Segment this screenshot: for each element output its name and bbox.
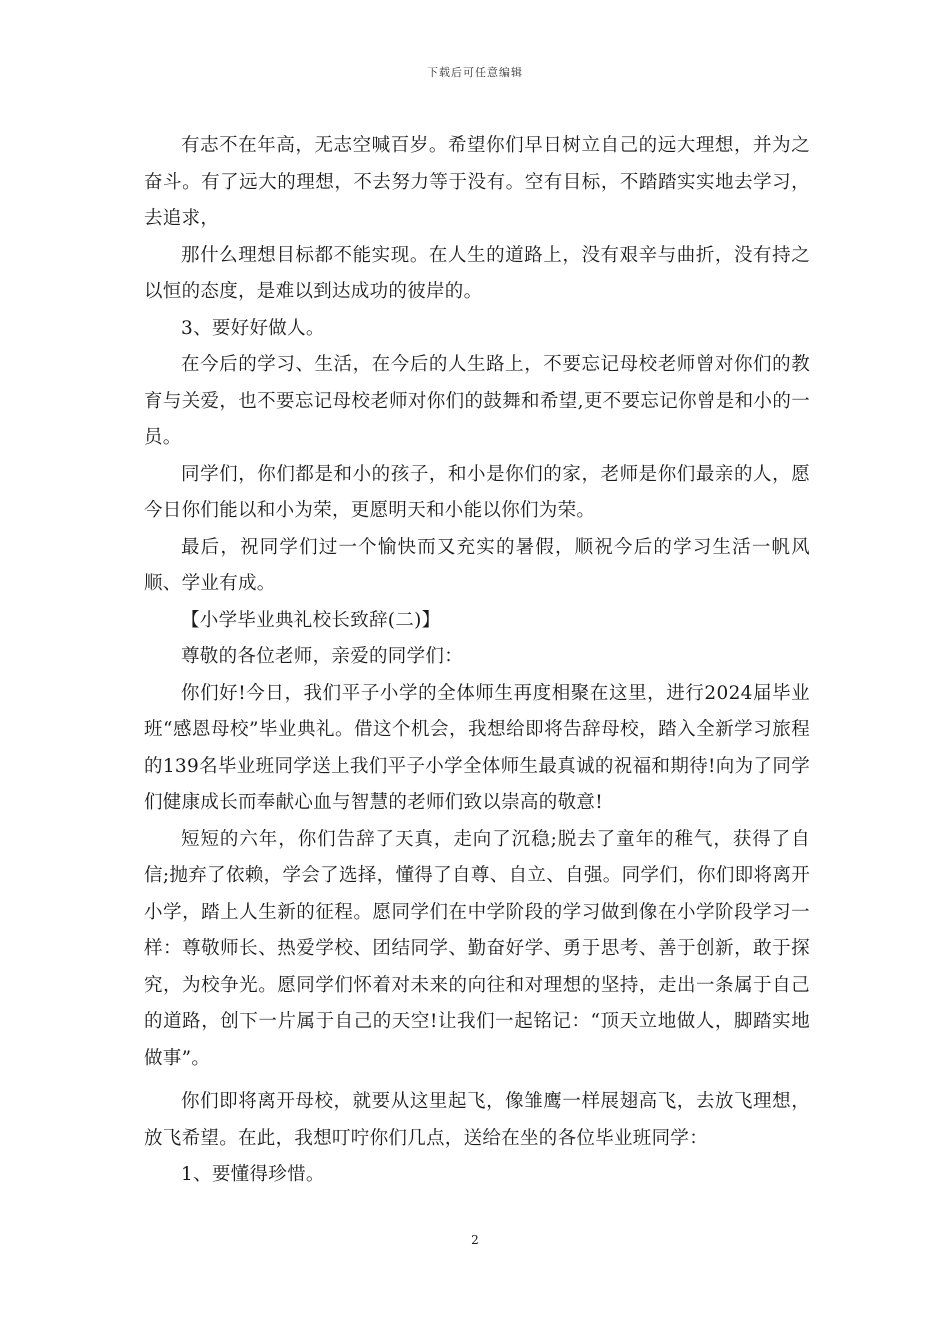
document-body xyxy=(144,128,810,1194)
paragraph: 那什么理想目标都不能实现。在人生的道路上，没有艰辛与曲折，没有持之以恒的态度，是难以到达成功的彼岸的。 xyxy=(144,244,810,302)
paragraph: 有志不在年高，无志空喊百岁。希望你们早日树立自己的远大理想，并为之奋斗。有了远大的理想，不去努力等于没有。空有目标，不踏踏实实地去学习，去追求， xyxy=(144,135,810,229)
paragraph: 同学们，你们都是和小的孩子，和小是你们的家，老师是你们最亲的人，愿今日你们能以和小为荣，更愿明天和小能以你们为荣。 xyxy=(144,463,810,521)
salutation: 尊敬的各位老师，亲爱的同学们： xyxy=(181,646,464,667)
paragraph: 最后，祝同学们过一个愉快而又充实的暑假，顺祝今后的学习生活一帆风顺、学业有成。 xyxy=(144,536,810,594)
paragraph: 短短的六年，你们告辞了天真，走向了沉稳;脱去了童年的稚气，获得了自信;抛弃了依赖，学会了选择，懂得了自尊、自立、自强。同学们，你们即将离开小学，踏上人生新的征程。愿同学们在中学阶段的学习做到像在小学阶段学习一样：尊敬师长、热爱学校、团结同学、勤奋好学、勇于思考、善于创新，敢于探究，为校争光。愿同学们怀着对未来的向往和对理想的坚持，走出一条属于自己的道路，创下一片属于自己的天空!让我们一起铭记：“顶天立地做人，脚踏实地做事”。 xyxy=(144,828,810,1069)
page-header: 下载后可任意编辑 xyxy=(427,66,523,79)
page-number: 2 xyxy=(471,1233,479,1247)
paragraph: 你们好!今日，我们平子小学的全体师生再度相聚在这里，进行2024届毕业班“感恩母校”毕业典礼。借这个机会，我想给即将告辞母校，踏入全新学习旅程的139名毕业班同学送上我们平子小学全体师生最真诚的祝福和期待!向为了同学们健康成长而奉献心血与智慧的老师们致以崇高的敬意! xyxy=(144,682,810,813)
section-heading: 【小学毕业典礼校长致辞(二)】 xyxy=(181,609,441,631)
paragraph: 3、要好好做人。 xyxy=(181,317,325,339)
paragraph: 你们即将离开母校，就要从这里起飞，像雏鹰一样展翅高飞，去放飞理想，放飞希望。在此，我想叮咛你们几点，送给在坐的各位毕业班同学： xyxy=(144,1091,810,1149)
paragraph: 在今后的学习、生活，在今后的人生路上，不要忘记母校老师曾对你们的教育与关爱，也不要忘记母校老师对你们的鼓舞和希望,更不要忘记你曾是和小的一员。 xyxy=(144,354,810,448)
paragraph: 1、要懂得珍惜。 xyxy=(181,1164,325,1185)
